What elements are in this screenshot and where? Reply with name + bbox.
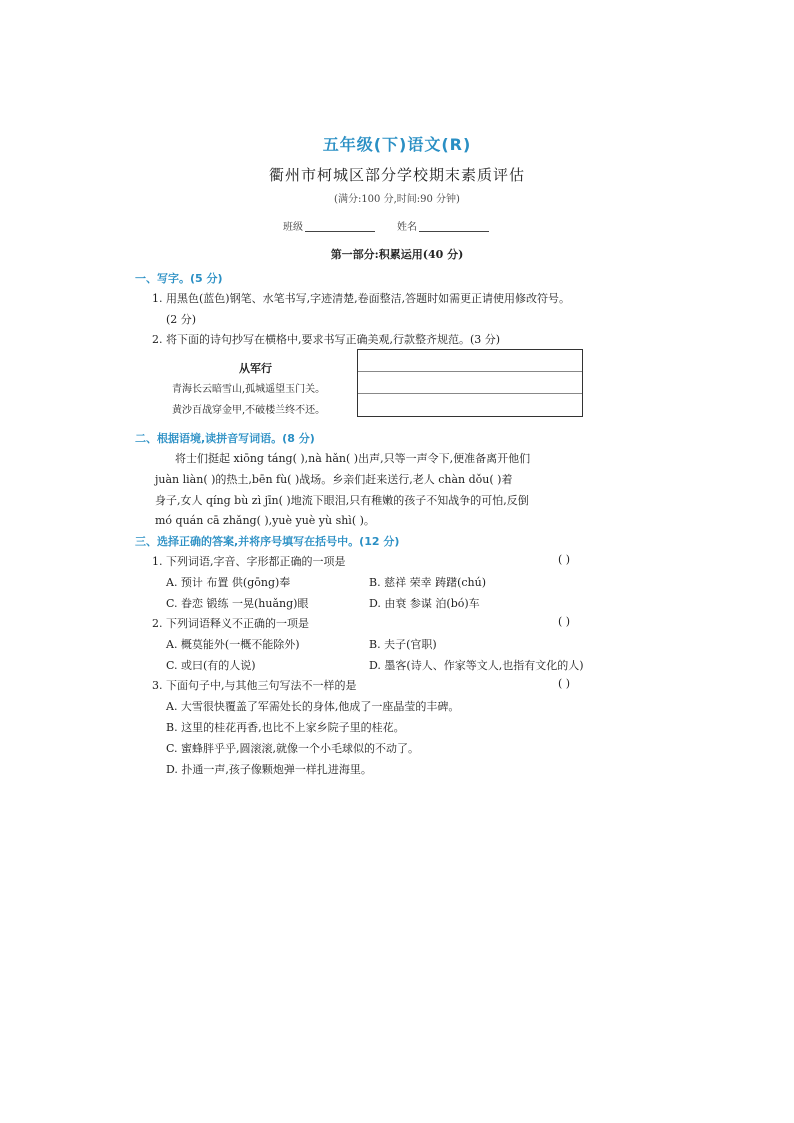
q2-option-a: A. 概莫能外(一概不能除外) [166,638,300,651]
writing-row[interactable] [358,350,582,372]
writing-row[interactable] [358,372,582,394]
exam-info: (满分:100 分,时间:90 分钟) [334,194,460,205]
name-label: 姓名 [397,222,417,233]
section3-heading: 三、选择正确的答案,并将序号填写在括号中。(12 分) [135,535,400,548]
exam-subtitle: 衢州市柯城区部分学校期末素质评估 [268,166,525,184]
section1-heading: 一、写字。(5 分) [135,272,223,285]
q3-option-d: D. 扑通一声,孩子像颗炮弹一样扎进海里。 [166,763,372,776]
q3-option-c: C. 蜜蜂胖乎乎,圆滚滚,就像一个小毛球似的不动了。 [166,742,420,755]
exam-title: 五年级(下)语文(R) [322,135,472,154]
q3-option-a: A. 大雪很快覆盖了军需处长的身体,他成了一座晶莹的丰碑。 [166,700,460,713]
writing-row[interactable] [358,394,582,416]
section2-heading: 二、根据语境,读拼音写词语。(8 分) [135,432,315,445]
poem-title: 从军行 [239,362,272,375]
s2-line-4: mó quán cā zhǎng( ),yuè yuè yù shì( )。 [155,514,375,527]
q2-option-d: D. 墨客(诗人、作家等文人,也指有文化的人) [369,659,584,672]
s2-line-1: 将士们挺起 xiōng táng( ),nà hǎn( )出声,只等一声令下,便准备离开他们 [175,452,531,465]
q3-option-b: B. 这里的桂花再香,也比不上家乡院子里的桂花。 [166,721,405,734]
writing-grid[interactable] [357,349,583,417]
q1-option-c: C. 眷恋 锻练 一晃(huǎng)眼 [166,597,309,610]
q2-option-c: C. 或曰(有的人说) [166,659,256,672]
poem-line-1: 青海长云暗雪山,孤城遥望玉门关。 [172,384,326,395]
q1-option-d: D. 由衰 参谋 泊(bó)车 [369,597,480,610]
q3-answer-paren[interactable]: ( ) [558,677,571,690]
s2-line-3: 身子,女人 qíng bù zì jīn( )地流下眼泪,只有稚嫩的孩子不知战争的可怕,反倒 [155,494,529,507]
q1-option-b: B. 慈祥 荣幸 踌躇(chú) [369,576,486,589]
q1-answer-paren[interactable]: ( ) [558,553,571,566]
class-label: 班级 [283,222,303,233]
class-blank[interactable] [305,231,375,232]
q2-option-b: B. 夫子(官职) [369,638,437,651]
q1-stem: 1. 下列词语,字音、字形都正确的一项是 [152,555,346,568]
part-title: 第一部分:积累运用(40 分) [330,248,464,261]
poem-line-2: 黄沙百战穿金甲,不破楼兰终不还。 [172,405,326,416]
student-info-line [0,218,794,233]
s1-item1-line2: (2 分) [166,313,197,326]
s1-item2: 2. 将下面的诗句抄写在横格中,要求书写正确美观,行款整齐规范。(3 分) [152,333,501,346]
s1-item1-line1: 1. 用黑色(蓝色)钢笔、水笔书写,字迹清楚,卷面整洁,答题时如需更正请使用修改符号。 [152,292,571,305]
q1-option-a: A. 预计 布置 供(gōng)奉 [166,576,291,589]
q2-stem: 2. 下列词语释义不正确的一项是 [152,617,309,630]
s2-line-2: juàn liàn( )的热土,bēn fù( )战场。乡亲们赶来送行,老人 chàn dǒu( )着 [155,473,513,486]
name-blank[interactable] [419,231,489,232]
q3-stem: 3. 下面句子中,与其他三句写法不一样的是 [152,679,357,692]
q2-answer-paren[interactable]: ( ) [558,615,571,628]
